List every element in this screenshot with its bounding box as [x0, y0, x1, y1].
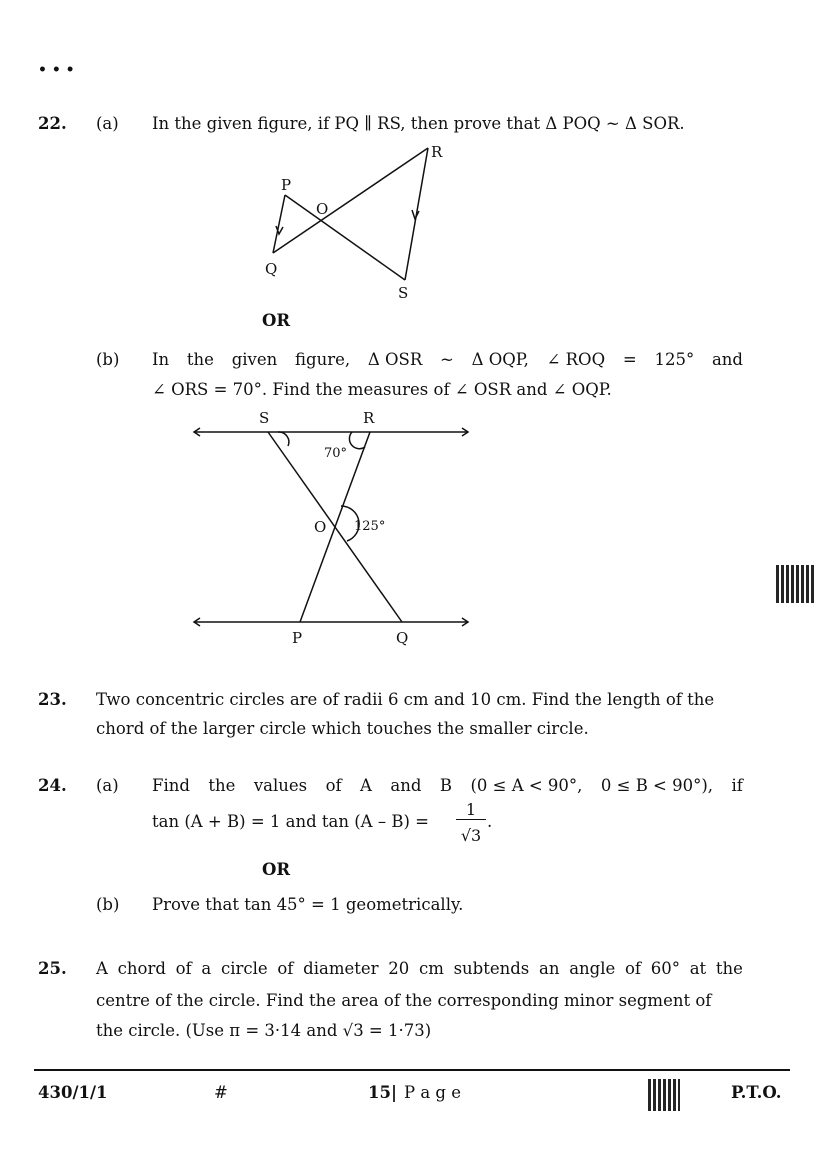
word: given: [231, 350, 278, 369]
word: at: [689, 959, 707, 978]
fig2-angle-70: 70°: [324, 446, 348, 461]
word: of: [277, 959, 294, 978]
fig1-label-o: O: [316, 200, 329, 218]
q24b-text: Prove that tan 45° = 1 geometrically.: [152, 895, 464, 914]
fig1-label-r: R: [431, 143, 443, 161]
word: Δ OSR: [367, 350, 423, 369]
word: an: [539, 959, 560, 978]
word: In: [152, 350, 170, 369]
word: angle: [569, 959, 616, 978]
footer-page-number: 15|: [368, 1083, 397, 1102]
word: of: [624, 959, 642, 978]
q23-number: 23.: [38, 690, 67, 709]
fig2-angle-125: 125°: [354, 519, 386, 534]
word: 0 ≤ B < 90°),: [600, 776, 714, 795]
word: 125°: [654, 350, 695, 369]
q22b-label: (b): [96, 350, 120, 369]
word: A: [96, 959, 108, 978]
fig2-label-p: P: [292, 629, 303, 647]
q22-or: OR: [262, 311, 291, 330]
q22a-label: (a): [96, 114, 119, 133]
q25-line3: the circle. (Use π = 3·14 and √3 = 1·73): [96, 1021, 432, 1040]
word: circle: [220, 959, 268, 978]
fig2-label-q: Q: [396, 629, 409, 647]
q24a-label: (a): [96, 776, 119, 795]
q24b-label: (b): [96, 895, 120, 914]
word: ∠ ROQ: [546, 350, 606, 369]
word: Δ OQP,: [471, 350, 529, 369]
period: .: [487, 812, 493, 831]
q25-number: 25.: [38, 959, 67, 978]
footer-page-word: P a g e: [404, 1083, 462, 1102]
word: chord: [117, 959, 166, 978]
fig1-label-s: S: [398, 284, 409, 302]
word: A: [360, 776, 372, 795]
q22a-text: In the given figure, if PQ ∥ RS, then prove that Δ POQ ~ Δ SOR.: [152, 114, 685, 133]
word: =: [622, 350, 637, 369]
q24-or: OR: [262, 860, 291, 879]
q23-line1: Two concentric circles are of radii 6 cm and 10 cm. Find the length of the: [96, 690, 715, 709]
word: of: [175, 959, 192, 978]
footer-hash: #: [214, 1083, 228, 1102]
fraction-numerator: 1: [456, 800, 486, 820]
q25-line1: [96, 959, 743, 978]
word: figure,: [295, 350, 351, 369]
ellipsis: • • •: [38, 62, 75, 78]
word: ~: [440, 350, 454, 369]
word: Find: [152, 776, 190, 795]
word: and: [711, 350, 743, 369]
footer-code: 430/1/1: [38, 1083, 108, 1102]
word: diameter: [303, 959, 379, 978]
q22-number: 22.: [38, 114, 67, 133]
fraction-denominator: √3: [460, 826, 482, 845]
q24-number: 24.: [38, 776, 67, 795]
word: values: [253, 776, 308, 795]
fig1-label-q: Q: [265, 260, 278, 278]
word: the: [715, 959, 743, 978]
word: cm: [418, 959, 444, 978]
word: the: [208, 776, 236, 795]
word: 60°: [650, 959, 680, 978]
fig1-label-p: P: [281, 176, 292, 194]
footer-qr-code-icon: [648, 1079, 680, 1111]
fig2-label-r: R: [363, 409, 375, 427]
word: of: [325, 776, 342, 795]
fig2-label-s: S: [259, 409, 270, 427]
footer-pto: P.T.O.: [731, 1083, 782, 1102]
word: if: [731, 776, 743, 795]
q23-line2: chord of the larger circle which touches the smaller circle.: [96, 719, 589, 738]
word: the: [186, 350, 214, 369]
footer-divider: [34, 1069, 790, 1071]
q22b-line1: [152, 350, 743, 369]
word: 20: [388, 959, 410, 978]
word: B: [439, 776, 453, 795]
q22b-line2: ∠ ORS = 70°. Find the measures of ∠ OSR and ∠ OQP.: [152, 380, 612, 399]
word: subtends: [453, 959, 530, 978]
qr-code-icon: [776, 565, 816, 603]
word: and: [390, 776, 422, 795]
word: (0 ≤ A < 90°,: [470, 776, 583, 795]
q24a-line2: tan (A + B) = 1 and tan (A – B) =: [152, 812, 429, 831]
q25-line2: centre of the circle. Find the area of the corresponding minor segment of: [96, 991, 712, 1010]
fig2-label-o: O: [314, 518, 327, 536]
q24a-line1: [152, 776, 743, 795]
word: a: [201, 959, 212, 978]
